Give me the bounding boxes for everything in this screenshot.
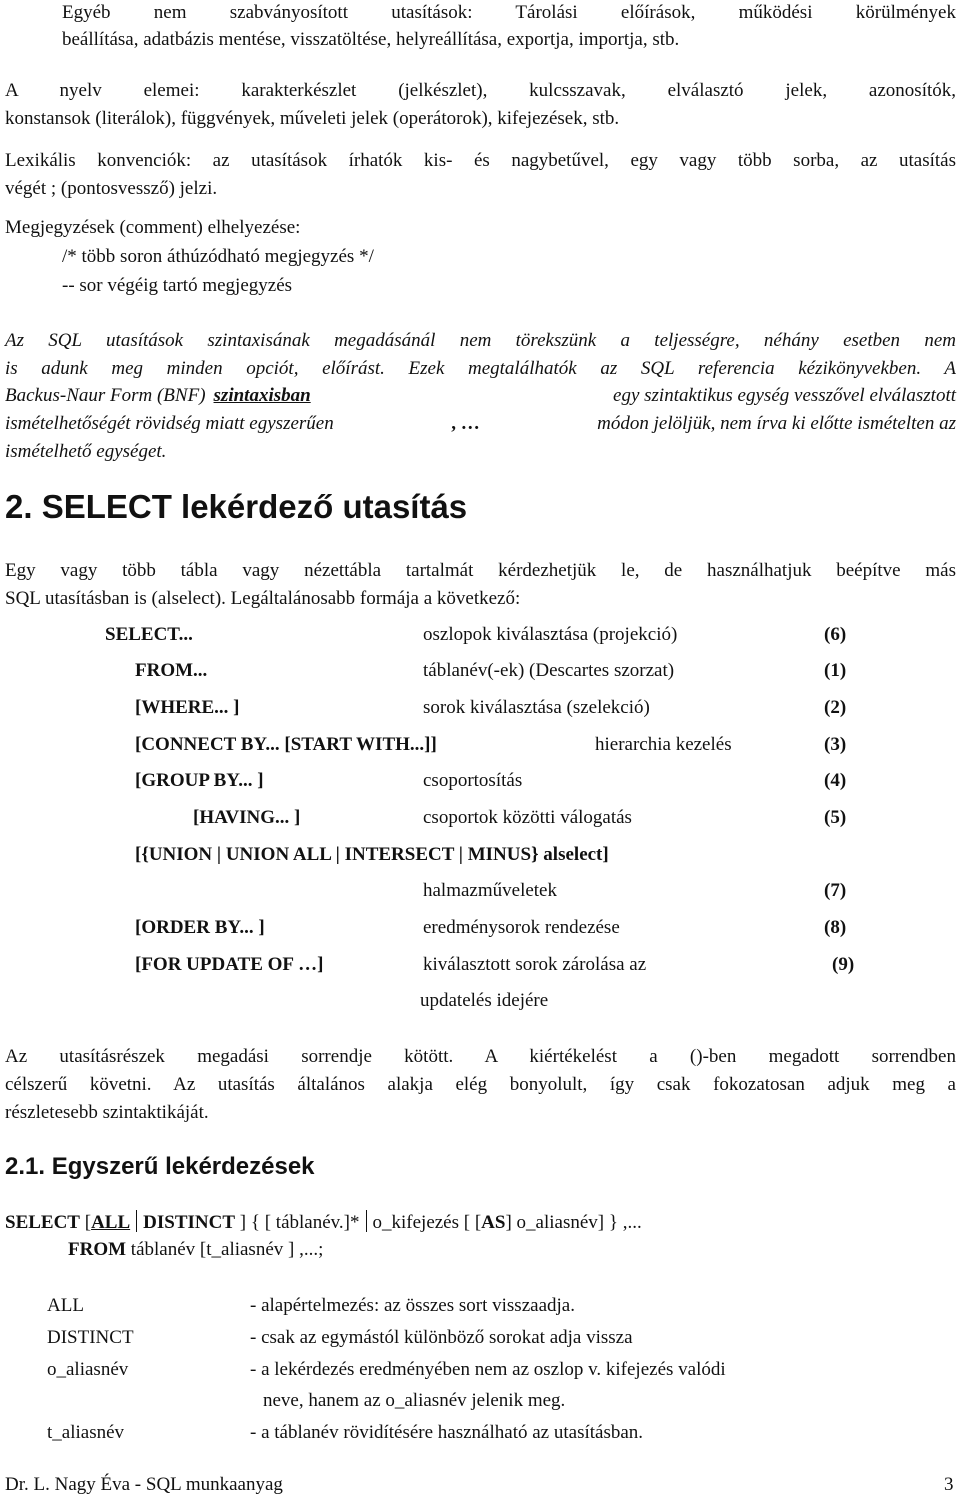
clause-keyword: [ORDER BY... ] xyxy=(135,917,265,938)
syntax-text: ] o_aliasnév] } ,... xyxy=(505,1212,642,1233)
clause-keyword: [WHERE... ] xyxy=(135,697,240,718)
definition-text: - a táblanév rövidítésére használható az utasításban. xyxy=(250,1422,644,1443)
lang-elements-line: konstansok (literálok), függvények, műveleti jelek (operátorok), kifejezések, stb. xyxy=(5,108,620,129)
definition-term: ALL xyxy=(47,1295,84,1316)
clause-description: csoportosítás xyxy=(423,770,523,791)
note-text: módon jelöljük, nem írva ki előtte ismételten az xyxy=(597,413,956,434)
syntax-line xyxy=(5,1210,642,1234)
clause-description: kiválasztott sorok zárolása az xyxy=(423,954,647,975)
clause-description: táblanév(-ek) (Descartes szorzat) xyxy=(423,660,675,681)
section-paragraph: Egy vagy több tábla vagy nézettábla tartalmát kérdezhetjük le, de használhatjuk beépítve más xyxy=(5,560,956,581)
clause-description: halmazműveletek xyxy=(423,880,557,901)
clause-description: eredménysorok rendezése xyxy=(423,917,620,938)
intro-line: beállítása, adatbázis mentése, visszatöltése, helyreállítása, exportja, importja, stb. xyxy=(62,29,680,50)
clause-description: updatelés idejére xyxy=(420,990,549,1011)
definition-text: - csak az egymástól különböző sorokat adja vissza xyxy=(250,1327,633,1348)
syntax-text: [ xyxy=(84,1212,92,1233)
syntax-text: ] { [ táblanév.]* xyxy=(239,1212,360,1233)
clause-order: (5) xyxy=(824,807,847,828)
note-line: is adunk meg minden opciót, előírást. Ezek megtalálhatók az SQL referencia kézikönyvekben. A xyxy=(5,358,956,379)
intro-line: Egyéb nem szabványosított utasítások: Tárolási előírások, működési körülmények xyxy=(62,2,956,23)
clause-description: hierarchia kezelés xyxy=(595,734,732,755)
clause-keyword: SELECT... xyxy=(105,624,193,645)
note-line: Az SQL utasítások szintaxisának megadásánál nem törekszünk a teljességre, néhány esetben nem xyxy=(5,330,956,351)
definition-term: o_aliasnév xyxy=(47,1359,129,1380)
clause-order: (3) xyxy=(824,734,847,755)
clause-keyword: [HAVING... ] xyxy=(193,807,301,828)
syntax-keyword: AS xyxy=(481,1212,506,1233)
clause-keyword: [FOR UPDATE OF …] xyxy=(135,954,324,975)
syntax-keyword: FROM xyxy=(68,1239,127,1260)
clause-order: (8) xyxy=(824,917,847,938)
footer-author: Dr. L. Nagy Éva - SQL munkaanyag xyxy=(5,1474,283,1495)
section-paragraph: részletesebb szintaktikáját. xyxy=(5,1102,209,1123)
comment-title: Megjegyzések (comment) elhelyezése: xyxy=(5,217,301,238)
note-line xyxy=(5,385,956,407)
section-heading: 2. SELECT lekérdező utasítás xyxy=(5,488,468,525)
section-paragraph: célszerű követni. Az utasítás általános alakja elég bonyolult, így csak fokozatosan adjuk meg a xyxy=(5,1074,956,1095)
clause-order: (6) xyxy=(824,624,847,645)
clause-order: (7) xyxy=(824,880,847,901)
note-line: ismételhető egységet. xyxy=(5,441,167,462)
bnf-term: Backus-Naur Form (BNF) xyxy=(5,385,206,406)
note-line xyxy=(5,413,956,435)
syntax-text: o_kifejezés [ [ xyxy=(372,1212,482,1233)
definition-text: neve, hanem az o_aliasnév jelenik meg. xyxy=(263,1390,566,1411)
definition-term: DISTINCT xyxy=(47,1327,134,1348)
clause-order: (4) xyxy=(824,770,847,791)
note-text: ismételhetőségét rövidség miatt egyszerűen xyxy=(5,413,334,434)
bnf-syntax: szintaxisban xyxy=(213,385,311,406)
clause-keyword: FROM... xyxy=(135,660,208,681)
syntax-keyword: ALL xyxy=(91,1212,131,1233)
comment-example: -- sor végéig tartó megjegyzés xyxy=(62,275,293,296)
clause-order: (9) xyxy=(832,954,855,975)
syntax-text: táblanév [t_aliasnév ] ,...; xyxy=(130,1239,324,1260)
repeat-notation: , … xyxy=(451,413,480,434)
note-text: egy szintaktikus egység vesszővel elválasztott xyxy=(613,385,956,406)
clause-keyword: [CONNECT BY... [START WITH...]] xyxy=(135,734,437,755)
clause-description: oszlopok kiválasztása (projekció) xyxy=(423,624,678,645)
clause-description: sorok kiválasztása (szelekció) xyxy=(423,697,650,718)
clause-description: csoportok közötti válogatás xyxy=(423,807,632,828)
clause-order: (2) xyxy=(824,697,847,718)
clause-keyword: [{UNION | UNION ALL | INTERSECT | MINUS} alselect] xyxy=(135,844,609,865)
syntax-keyword: DISTINCT xyxy=(143,1212,236,1233)
pipe-separator xyxy=(366,1210,367,1232)
syntax-keyword: SELECT xyxy=(5,1212,80,1233)
page-number: 3 xyxy=(944,1474,954,1495)
subsection-heading: 2.1. Egyszerű lekérdezések xyxy=(5,1153,315,1180)
comment-example: /* több soron áthúzódható megjegyzés */ xyxy=(62,246,374,267)
lang-elements-line: A nyelv elemei: karakterkészlet (jelkészlet), kulcsszavak, elválasztó jelek, azonosítók, xyxy=(5,80,956,101)
clause-order: (1) xyxy=(824,660,847,681)
pipe-separator xyxy=(136,1210,137,1232)
definition-text: - alapértelmezés: az összes sort visszaadja. xyxy=(250,1295,575,1316)
lexical-line: végét ; (pontosvessző) jelzi. xyxy=(5,178,218,199)
clause-keyword: [GROUP BY... ] xyxy=(135,770,264,791)
syntax-line xyxy=(68,1239,323,1261)
section-paragraph: Az utasításrészek megadási sorrendje kötött. A kiértékelést a ()-ben megadott sorrendben xyxy=(5,1046,956,1067)
definition-text: - a lekérdezés eredményében nem az oszlop v. kifejezés valódi xyxy=(250,1359,726,1380)
definition-term: t_aliasnév xyxy=(47,1422,125,1443)
section-paragraph: SQL utasításban is (alselect). Legáltalánosabb formája a következő: xyxy=(5,588,521,609)
lexical-line: Lexikális konvenciók: az utasítások írhatók kis- és nagybetűvel, egy vagy több sorba, az utasítás xyxy=(5,150,956,171)
